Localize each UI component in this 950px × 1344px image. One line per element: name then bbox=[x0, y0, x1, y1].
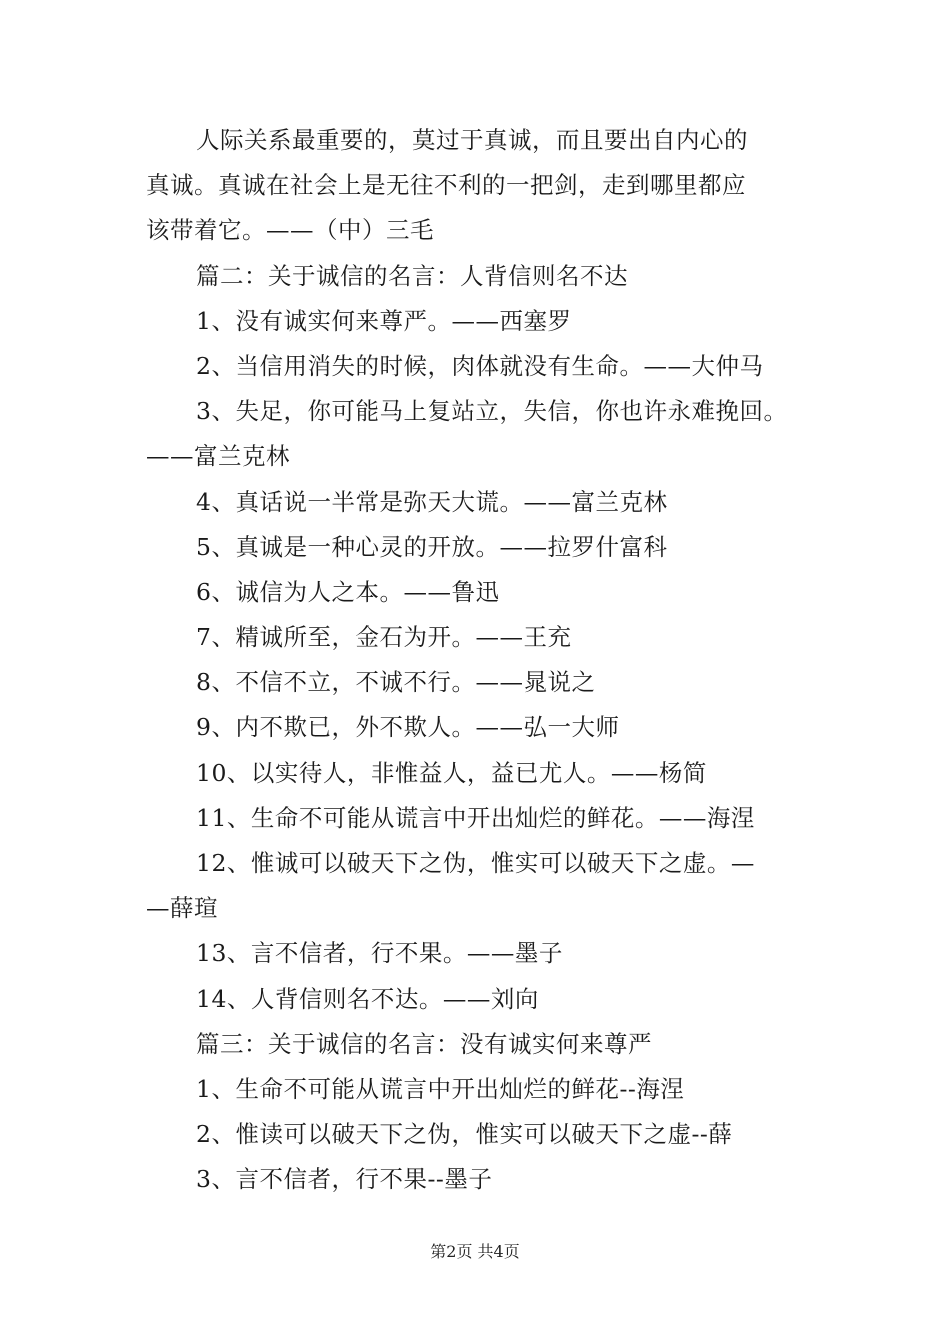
text-line: 1、没有诚实何来尊严。——西塞罗 bbox=[196, 306, 572, 335]
text-line: 6、诚信为人之本。——鲁迅 bbox=[196, 577, 500, 606]
text-line: 真诚。真诚在社会上是无往不利的一把剑，走到哪里都应 bbox=[146, 171, 746, 200]
text-line: 14、人背信则名不达。——刘向 bbox=[196, 984, 539, 1013]
text-line: 篇二：关于诚信的名言：人背信则名不达 bbox=[196, 261, 628, 290]
text-line: 7、精诚所至，金石为开。——王充 bbox=[196, 623, 572, 652]
text-line: 4、真话说一半常是弥天大谎。——富兰克林 bbox=[196, 487, 668, 516]
text-line: 人际关系最重要的，莫过于真诚，而且要出自内心的 bbox=[196, 126, 748, 154]
document-body bbox=[146, 118, 826, 1203]
text-line: 12、惟诚可以破天下之伪，惟实可以破天下之虚。— bbox=[196, 849, 755, 877]
text-line: 10、以实待人，非惟益人，益已尤人。——杨简 bbox=[196, 758, 707, 787]
text-line: 9、内不欺已，外不欺人。——弘一大师 bbox=[196, 713, 620, 742]
text-line: 11、生命不可能从谎言中开出灿烂的鲜花。——海涅 bbox=[196, 803, 755, 832]
text-line: 1、生命不可能从谎言中开出灿烂的鲜花--海涅 bbox=[196, 1074, 685, 1103]
text-line: 5、真诚是一种心灵的开放。——拉罗什富科 bbox=[196, 532, 668, 561]
text-line: 该带着它。——（中）三毛 bbox=[146, 216, 434, 245]
text-line: 13、言不信者，行不果。——墨子 bbox=[196, 939, 563, 968]
page-footer: 第2页 共4页 bbox=[430, 1242, 520, 1261]
text-line: 篇三：关于诚信的名言：没有诚实何来尊严 bbox=[196, 1029, 652, 1058]
text-line: ——富兰克林 bbox=[146, 442, 290, 471]
text-line: 3、失足，你可能马上复站立，失信，你也许永难挽回。 bbox=[196, 397, 788, 426]
text-line: 2、当信用消失的时候，肉体就没有生命。——大仲马 bbox=[196, 351, 764, 380]
text-line: 2、惟读可以破天下之伪，惟实可以破天下之虚--薛 bbox=[196, 1120, 733, 1149]
text-line: —薛瑄 bbox=[146, 894, 218, 923]
text-line: 3、言不信者，行不果--墨子 bbox=[196, 1165, 493, 1194]
text-line: 8、不信不立，不诚不行。——晁说之 bbox=[196, 668, 596, 697]
